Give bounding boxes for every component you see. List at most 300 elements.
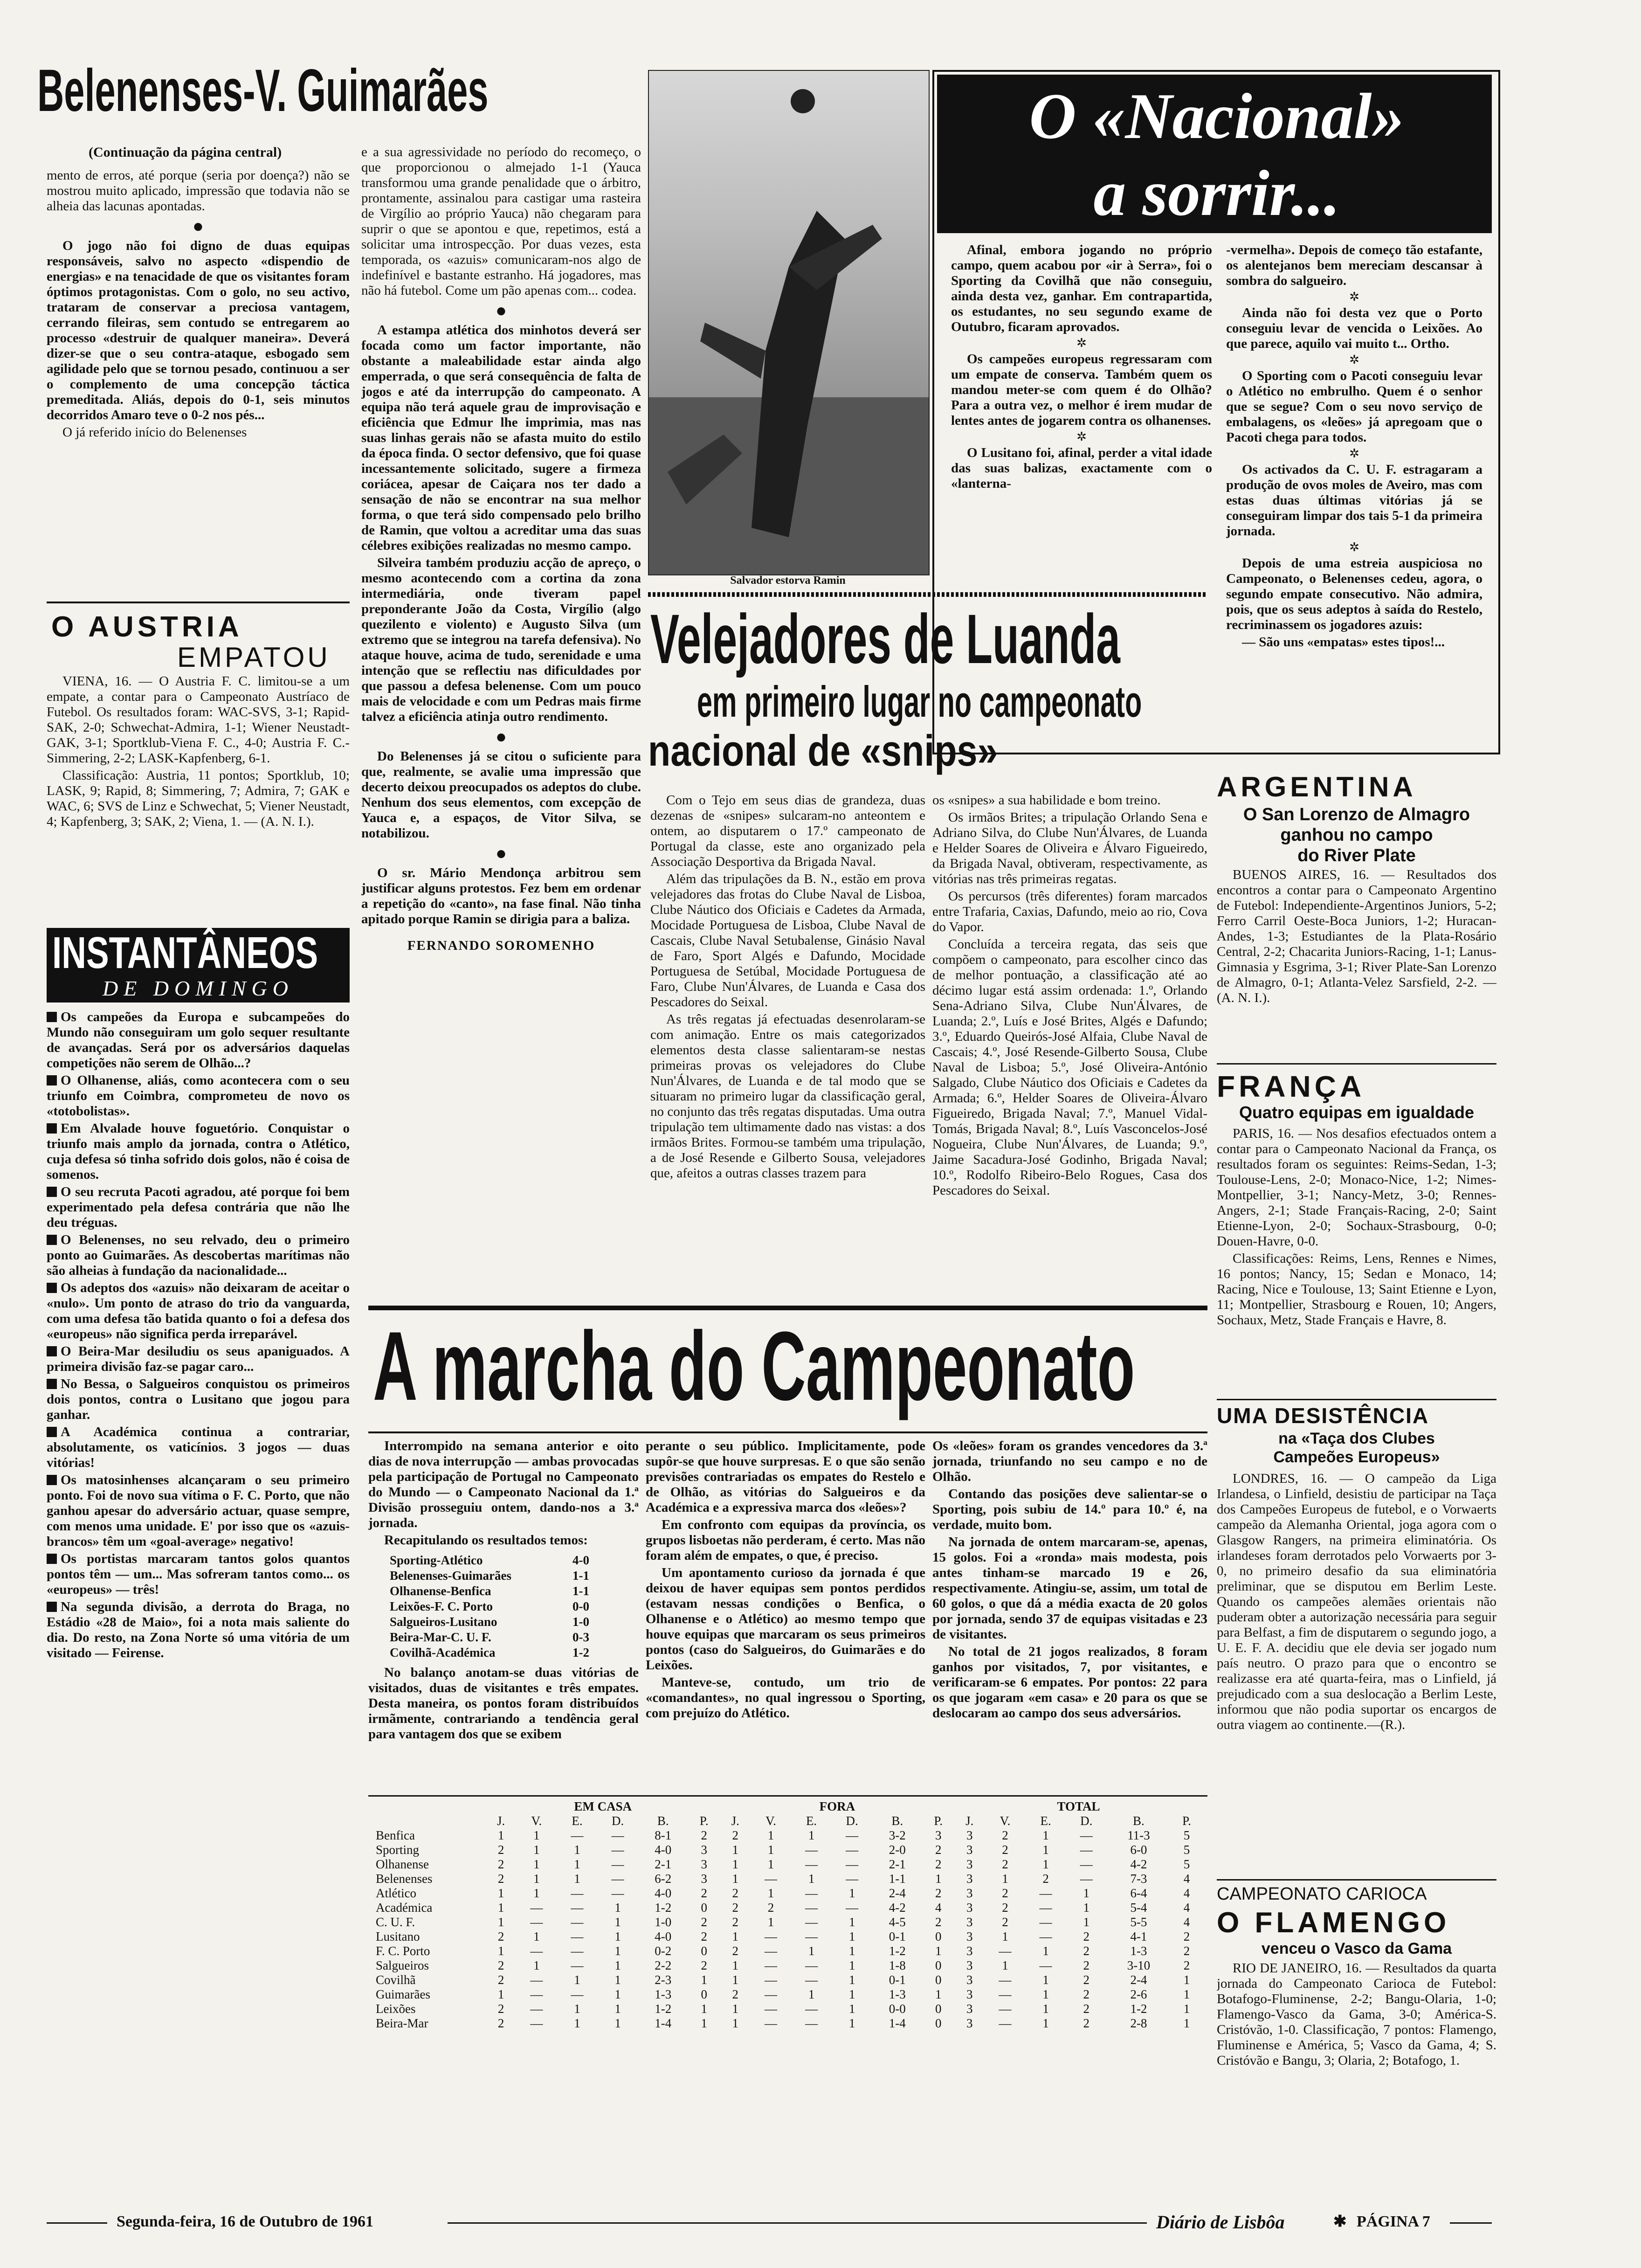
- standings-team: Guimarães: [376, 1987, 430, 2001]
- franca-title: FRANÇA: [1217, 1070, 1365, 1103]
- standings-cell: 1: [533, 1886, 540, 1900]
- standings-cell: 1: [808, 1944, 815, 1958]
- nacional-title-line-2: a sorrir...: [1093, 157, 1340, 229]
- standings-cell: 3: [966, 1987, 973, 2001]
- standings-cell: —: [999, 1973, 1012, 1987]
- carioca-label: CAMPEONATO CARIOCA: [1217, 1884, 1427, 1904]
- standings-column-header: P.: [1182, 1814, 1191, 1828]
- bullet-divider: ●: [192, 215, 204, 236]
- instantaneo-item: O Olhanense, aliás, como acontecera com o seu triunfo em Coimbra, comprometeu de novo os «totobolistas».: [47, 1073, 350, 1119]
- standings-cell: 2: [1083, 1973, 1089, 1987]
- franca-text: [1217, 1126, 1496, 1401]
- nacional-paragraph: -vermelha». Depois de começo tão estafante, os alentejanos bem mereciam descansar à sombra do salgueiro.: [1226, 242, 1482, 288]
- result-score: 0-0: [572, 1599, 589, 1613]
- standings-cell: 2: [497, 1857, 504, 1871]
- standings-cell: 1: [848, 1886, 855, 1900]
- standings-team: Belenenses: [376, 1872, 433, 1886]
- standings-cell: —: [846, 1828, 859, 1842]
- standings-cell: 1: [848, 1987, 855, 2001]
- result-row: [387, 1553, 592, 1568]
- result-score: 1-1: [572, 1584, 589, 1598]
- belenenses-column-2: [361, 145, 641, 1338]
- standings-cell: —: [611, 1857, 624, 1871]
- standings-cell: 2: [1083, 2002, 1089, 2016]
- standings-team: Lusitano: [376, 1929, 420, 1943]
- standings-cell: —: [846, 1901, 859, 1915]
- standings-cell: 2-3: [655, 1973, 672, 1987]
- standings-cell: —: [571, 1886, 584, 1900]
- standings-cell: 2-8: [1130, 2016, 1147, 2030]
- standings-cell: 1: [1083, 1901, 1089, 1915]
- standings-column-header: E.: [572, 1814, 583, 1828]
- belenenses-paragraph: O já referido início do Belenenses: [62, 425, 247, 440]
- standings-cell: 4: [1183, 1901, 1190, 1915]
- standings-cell: 1: [848, 2002, 855, 2016]
- results-table: [387, 1553, 592, 1660]
- standings-team: Leixões: [376, 2002, 416, 2016]
- standings-cell: —: [764, 1987, 777, 2001]
- standings-cell: 0: [935, 2002, 942, 2016]
- standings-cell: 1: [1042, 1828, 1049, 1842]
- austria-text: [47, 674, 350, 968]
- square-bullet-icon: [47, 1602, 57, 1612]
- standings-column-header: V.: [531, 1814, 542, 1828]
- standings-cell: —: [999, 1944, 1012, 1958]
- standings-cell: 2: [701, 1915, 707, 1929]
- standings-header-row: [373, 1814, 1203, 1828]
- standings-cell: 3: [966, 1872, 973, 1886]
- footer-page: PÁGINA 7: [1357, 2213, 1430, 2230]
- marcha-paragraph: Contando das posições deve salientar-se o Sporting, pois subiu de 14.º para 10.º é, na verdade, muito bom.: [932, 1487, 1207, 1532]
- standings-row: [373, 1843, 1203, 1857]
- standings-cell: 5-4: [1130, 1901, 1147, 1915]
- velejadores-paragraph: Os irmãos Brites; a tripulação Orlando Sena e Adriano Silva, do Clube Nun'Álvares, de Luanda e Helder Soares de Oliveira e Álvaro Figueiredo, da Brigada Naval, obtiveram, respectivamente, as vitórias nas três primeiras regatas.: [932, 810, 1207, 886]
- result-match: Salgueiros-Lusitano: [390, 1615, 497, 1629]
- standings-cell: 2: [497, 1843, 504, 1857]
- standings-cell: 1: [1183, 2016, 1190, 2030]
- square-bullet-icon: [47, 1475, 57, 1485]
- marcha-column-1: [368, 1438, 639, 1788]
- standings-cell: 1-3: [889, 1987, 906, 2001]
- standings-cell: 3: [966, 1901, 973, 1915]
- standings-cell: 1: [1042, 1843, 1049, 1857]
- austria-subtitle: EMPATOU: [177, 642, 331, 673]
- standings-cell: 1: [848, 1958, 855, 1972]
- standings-cell: 2: [497, 2002, 504, 2016]
- standings-cell: 1: [1183, 1987, 1190, 2001]
- standings-cell: 1: [935, 1944, 942, 1958]
- velejadores-headline: Velejadores de Luanda: [650, 600, 1120, 678]
- standings-cell: 3: [701, 1843, 707, 1857]
- standings-cell: 2: [497, 1958, 504, 1972]
- standings-cell: 1: [935, 1872, 942, 1886]
- section-rule: [1217, 1063, 1496, 1065]
- carioca-text: [1217, 1961, 1496, 2180]
- standings-cell: 2: [732, 1828, 738, 1842]
- standings-cell: 1: [497, 1828, 504, 1842]
- velejadores-paragraph: As três regatas já efectuadas desenrolaram-se com animação. Entre os mais categorizados elementos desta classe salientaram-se nestas primeiras provas os velejadores do Clube Nun'Álvares, de Luanda e de tal modo que se situaram no primeiro lugar da classificação geral, no conjunto das três regatas disputadas. Uma outra tripulação tem ultimamente dado nas vistas: a dos irmãos Brites. Formou-se também uma tripulação, a de José Resende e Gilberto Sousa, velejadores que, afeitos a outras classes trazem para: [650, 1012, 925, 1181]
- standings-cell: 4-0: [655, 1929, 672, 1943]
- standings-cell: —: [764, 1973, 777, 1987]
- standings-cell: 1-4: [655, 2016, 672, 2030]
- franca-subheading: Quatro equipas em igualdade: [1239, 1103, 1475, 1122]
- footer-date: Segunda-feira, 16 de Outubro de 1961: [117, 2213, 373, 2230]
- standings-team: Covilhã: [376, 1973, 416, 1987]
- belenenses-headline: Belenenses-V. Guimarães: [37, 57, 489, 124]
- standings-cell: —: [805, 1929, 818, 1943]
- standings-cell: —: [1080, 1857, 1093, 1871]
- standings-cell: 1: [574, 1857, 580, 1871]
- desistencia-sub-1: na «Taça dos Clubes: [1278, 1430, 1435, 1447]
- photo-illustration: [649, 71, 929, 574]
- standings-cell: 3: [966, 1929, 973, 1943]
- standings-column-header: D.: [611, 1814, 624, 1828]
- standings-cell: 2: [1083, 2016, 1089, 2030]
- nacional-paragraph: Os activados da C. U. F. estragaram a produção de ovos moles de Aveiro, mas com estas duas últimas vitórias já se conseguiram limpar dos tais 5-1 da primeira jornada.: [1226, 462, 1482, 539]
- result-score: 1-2: [572, 1646, 589, 1660]
- argentina-subheading: [1217, 804, 1496, 866]
- standings-cell: 1: [732, 1929, 738, 1943]
- standings-cell: 2: [1083, 1958, 1089, 1972]
- belenenses-column-1: [47, 168, 350, 620]
- standings-cell: 2: [1002, 1843, 1008, 1857]
- square-bullet-icon: [47, 1187, 57, 1197]
- standings-cell: 1: [808, 1828, 815, 1842]
- belenenses-paragraph: mento de erros, até porque (seria por doença?) não se mostrou muito aplicado, impressão que todavia não se alheia das lacunas apontadas.: [47, 168, 350, 214]
- standings-row: [373, 2016, 1203, 2031]
- footer-paper: Diário de Lisbôa: [1156, 2212, 1285, 2233]
- velejadores-paragraph: Com o Tejo em seus dias de grandeza, duas dezenas de «snipes» sulcaram-no anteontem e ontem, ao disputarem o 17.º campeonato de Portugal da classe, este ano organizado pela Associação Desportiva da Brigada Naval.: [650, 793, 925, 869]
- standings-cell: —: [530, 2016, 543, 2030]
- standings-cell: —: [530, 2002, 543, 2016]
- standings-table-wrapper: [368, 1795, 1207, 2179]
- standings-cell: 1: [614, 1958, 621, 1972]
- standings-cell: —: [764, 1944, 777, 1958]
- standings-cell: 1: [732, 1872, 738, 1886]
- standings-cell: 2: [935, 1843, 942, 1857]
- standings-cell: 1-1: [889, 1872, 906, 1886]
- standings-cell: 3: [935, 1828, 942, 1842]
- carioca-title: O FLAMENGO: [1217, 1907, 1450, 1939]
- belenenses-paragraph: Silveira também produziu acção de apreço, o mesmo acontecendo com a cortina da zona intermediária, onde tiveram papel preponderante João da Costa, Virgílio (algo quezilento e violento) e Augusto Silva (um extremo que se integrou na tarefa defensiva). No ataque houve, acima de tudo, serenidade e uma intenção que se reflectiu nas dificuldades por que passou a defesa belenense. Com um pouco mais de velocidade e com um Pedras mais firme talvez a eficiência atinja outro rendimento.: [361, 555, 641, 724]
- standings-cell: —: [1039, 1915, 1052, 1929]
- standings-cell: 6-2: [655, 1872, 672, 1886]
- standings-corner: [373, 1799, 486, 1814]
- standings-row: [373, 1973, 1203, 1987]
- standings-column-header: J.: [497, 1814, 505, 1828]
- nacional-paragraph: O Lusitano foi, afinal, perder a vital idade das suas balizas, exactamente com o «lanterna-: [951, 445, 1212, 491]
- standings-cell: 1: [1183, 1973, 1190, 1987]
- marcha-paragraph: Na jornada de ontem marcaram-se, apenas, 15 golos. Foi a «ronda» mais modesta, pois antes tinham-se marcado 19 e 26, respectivamente. Atingiu-se, assim, um total de 60 golos, o que dá a média exacta de 20 golos por jornada, sendo 37 de equipas visitadas e 23 de visitantes.: [932, 1535, 1207, 1642]
- instantaneo-item: Os matosinhenses alcançaram o seu primeiro ponto. Foi de novo sua vítima o F. C. Porto, que não ganhou apesar do adversário actuar, quase sempre, com menos uma unidade. E' por isso que os «azuis-brancos» têm um «goal-average» negativo!: [47, 1473, 350, 1549]
- standings-cell: 1: [497, 1944, 504, 1958]
- standings-column-header: B.: [891, 1814, 903, 1828]
- desistencia-text: [1217, 1471, 1496, 1881]
- standings-cell: 3: [966, 2016, 973, 2030]
- result-score: 0-3: [572, 1630, 589, 1644]
- standings-group-header: EM CASA: [574, 1799, 632, 1813]
- standings-cell: —: [805, 2016, 818, 2030]
- standings-cell: 0: [701, 1944, 707, 1958]
- standings-team: Benfica: [376, 1828, 415, 1842]
- standings-cell: 4-2: [1130, 1857, 1147, 1871]
- standings-cell: 1: [848, 1973, 855, 1987]
- standings-cell: —: [764, 2002, 777, 2016]
- standings-row: [373, 1915, 1203, 1929]
- result-row: [387, 1599, 592, 1614]
- result-row: [387, 1568, 592, 1583]
- standings-column-header: J.: [731, 1814, 739, 1828]
- standings-cell: 1: [1002, 1929, 1008, 1943]
- standings-cell: —: [571, 1929, 584, 1943]
- standings-cell: —: [999, 1987, 1012, 2001]
- standings-cell: —: [530, 1987, 543, 2001]
- carioca-subheading: venceu o Vasco da Gama: [1261, 1940, 1452, 1957]
- standings-cell: —: [1039, 1929, 1052, 1943]
- nacional-paragraph: Os campeões europeus regressaram com um empate de conserva. Também quem os mandou meter-se com quem é do Olhão? Para a outra vez, o melhor é irem mudar de lentes antes de jogarem contra os olhanenses.: [951, 352, 1212, 428]
- standings-group-header: TOTAL: [1057, 1799, 1100, 1813]
- standings-cell: 2: [935, 1915, 942, 1929]
- section-rule: [1217, 1399, 1496, 1400]
- instantaneo-item: Na segunda divisão, a derrota do Braga, no Estádio «28 de Maio», foi a nota mais saliente do dia. Do resto, na Zona Norte só uma vitória de um visitado — Feirense.: [47, 1599, 350, 1660]
- nacional-paragraph: Afinal, embora jogando no próprio campo, quem acabou por «ir à Serra», foi o Sporting da Covilhã que não conseguiu, ainda desta vez, ganhar. Em contrapartida, os estudantes, no seu segundo exame de Outubro, ficaram aprovados.: [951, 242, 1212, 334]
- standings-cell: 1-2: [889, 1944, 906, 1958]
- standings-cell: 1: [808, 1987, 815, 2001]
- standings-cell: 4: [935, 1901, 942, 1915]
- standings-cell: 2: [1002, 1915, 1008, 1929]
- velejadores-paragraph: os «snipes» a sua habilidade e bom treino.: [932, 793, 1161, 808]
- star-divider: ✲: [1076, 336, 1087, 350]
- result-row: [387, 1583, 592, 1599]
- standings-cell: 1-4: [889, 2016, 906, 2030]
- velejadores-column-2: [932, 793, 1207, 1306]
- result-match: Leixões-F. C. Porto: [390, 1599, 493, 1613]
- star-divider: ✲: [1349, 353, 1359, 366]
- result-match: Beira-Mar-C. U. F.: [390, 1630, 491, 1644]
- standings-cell: 1-8: [889, 1958, 906, 1972]
- standings-cell: 2: [732, 1886, 738, 1900]
- footer-rule-mid: [448, 2222, 1147, 2224]
- standings-cell: 1: [767, 1857, 774, 1871]
- standings-cell: —: [1039, 1901, 1052, 1915]
- standings-column-header: E.: [1040, 1814, 1051, 1828]
- instantaneo-item: O Belenenses, no seu relvado, deu o primeiro ponto ao Guimarães. As descobertas marítimas não são alheias à fundação da nacionalidade...: [47, 1232, 350, 1278]
- standings-row: [373, 1857, 1203, 1872]
- standings-cell: 8-1: [655, 1828, 672, 1842]
- standings-cell: —: [1039, 1886, 1052, 1900]
- standings-cell: 1-0: [655, 1915, 672, 1929]
- standings-cell: 1: [497, 1915, 504, 1929]
- argentina-text: [1217, 867, 1496, 1063]
- footer-star-icon: ✱: [1333, 2213, 1347, 2230]
- standings-cell: —: [611, 1843, 624, 1857]
- standings-cell: 2: [701, 1828, 707, 1842]
- standings-cell: 1: [533, 1828, 540, 1842]
- standings-cell: —: [1080, 1872, 1093, 1886]
- bullet-divider: ●: [495, 726, 507, 747]
- standings-cell: 3: [966, 1915, 973, 1929]
- standings-cell: 5: [1183, 1843, 1190, 1857]
- bullet-divider: ●: [495, 843, 507, 864]
- standings-cell: —: [846, 1843, 859, 1857]
- standings-cell: 3-10: [1127, 1958, 1151, 1972]
- standings-cell: 2: [732, 1915, 738, 1929]
- star-divider: ✲: [1349, 540, 1359, 554]
- standings-cell: 1: [767, 1843, 774, 1857]
- standings-cell: 1: [614, 1944, 621, 1958]
- standings-cell: 1: [1183, 2002, 1190, 2016]
- result-match: Belenenses-Guimarães: [390, 1569, 511, 1583]
- standings-cell: —: [571, 1915, 584, 1929]
- velejadores-column-1: [650, 793, 925, 1306]
- standings-team: Sporting: [376, 1843, 420, 1857]
- standings-cell: 1-2: [655, 2002, 672, 2016]
- standings-cell: 2-6: [1130, 1987, 1147, 2001]
- standings-cell: 2: [1002, 1886, 1008, 1900]
- standings-cell: 1: [1042, 1973, 1049, 1987]
- standings-cell: 1: [497, 1901, 504, 1915]
- standings-cell: —: [846, 1857, 859, 1871]
- standings-cell: 1: [732, 1843, 738, 1857]
- standings-cell: 1: [1042, 2002, 1049, 2016]
- standings-cell: 1: [767, 1886, 774, 1900]
- square-bullet-icon: [47, 1283, 57, 1293]
- standings-team: Beira-Mar: [376, 2016, 428, 2030]
- standings-cell: 7-3: [1130, 1872, 1147, 1886]
- standings-cell: —: [1080, 1843, 1093, 1857]
- standings-cell: 1: [574, 1872, 580, 1886]
- standings-cell: —: [611, 1828, 624, 1842]
- velejadores-paragraph: Além das tripulações da B. N., estão em prova velejadores das frotas do Clube Naval de Lisboa, Clube Náutico dos Oficiais e Cadetes da Armada, Mocidade Portuguesa de Lisboa, Clube Naval de Cascais, Clube Naval Setubalense, Ginásio Naval de Faro, Sport Algés e Dafundo, Mocidade Portuguesa de Setúbal, Mocidade Portuguesa de Faro, Clube Nun'Álvares, de Luanda e Casa dos Pescadores do Seixal.: [650, 871, 925, 1010]
- standings-cell: 0: [935, 2016, 942, 2030]
- velejadores-subtitle-1: em primeiro lugar no campeonato: [697, 677, 1142, 726]
- square-bullet-icon: [47, 1379, 57, 1389]
- standings-cell: 2: [732, 1901, 738, 1915]
- standings-cell: 1: [497, 1886, 504, 1900]
- standings-cell: 1: [574, 1973, 580, 1987]
- standings-cell: 2-4: [889, 1886, 906, 1900]
- standings-cell: —: [530, 1973, 543, 1987]
- standings-cell: 2: [1083, 1944, 1089, 1958]
- standings-cell: —: [571, 1987, 584, 2001]
- standings-cell: 1: [732, 1958, 738, 1972]
- star-divider: ✲: [1349, 447, 1359, 460]
- result-row: [387, 1630, 592, 1645]
- standings-cell: 3: [966, 1973, 973, 1987]
- standings-cell: 1: [614, 1973, 621, 1987]
- standings-cell: 1: [1083, 1886, 1089, 1900]
- standings-cell: 1: [701, 2016, 707, 2030]
- instantaneos-list: [47, 1010, 350, 2194]
- result-row: [387, 1614, 592, 1630]
- section-rule: [1217, 1879, 1496, 1881]
- standings-cell: 2: [1042, 1872, 1049, 1886]
- standings-cell: 2: [935, 1857, 942, 1871]
- standings-cell: 3: [966, 1958, 973, 1972]
- standings-cell: 3: [966, 1828, 973, 1842]
- standings-team: Atlético: [376, 1886, 416, 1900]
- standings-cell: 4-2: [889, 1901, 906, 1915]
- standings-cell: 2: [497, 1973, 504, 1987]
- standings-cell: 0: [701, 1901, 707, 1915]
- standings-cell: 2-2: [655, 1958, 672, 1972]
- standings-group-row: [373, 1799, 1203, 1814]
- instantaneo-item: O seu recruta Pacoti agradou, até porque foi bem experimentado pela defesa contrária que não lhe deu tréguas.: [47, 1184, 350, 1230]
- standings-row: [373, 1901, 1203, 1915]
- standings-cell: 3: [701, 1872, 707, 1886]
- standings-cell: —: [530, 1915, 543, 1929]
- nacional-paragraph: Ainda não foi desta vez que o Porto conseguiu levar de vencida o Leixões. Ao que parece, aquilo vai muito t... Ortho.: [1226, 305, 1482, 351]
- instantaneos-title: INSTANTÂNEOS: [52, 928, 318, 978]
- standings-team: Salgueiros: [376, 1958, 429, 1972]
- standings-team: Académica: [376, 1901, 433, 1915]
- instantaneo-item: A Académica continua a contrariar, absolutamente, os vaticínios. 3 jogos — duas vitórias!: [47, 1424, 350, 1470]
- square-bullet-icon: [47, 1123, 57, 1134]
- result-row: [387, 1645, 592, 1660]
- belenenses-paragraph: e a sua agressividade no período do recomeço, o que proporcionou o almejado 1-1 (Yauca transformou uma grande penalidade que o árbitro, prontamente, assinalou para castigar uma rasteira de Virgílio ao próprio Yauca) não chegaram para suprir o que se apontou e que, repetimos, está a solicitar uma introspecção. Por duas vezes, esta temporada, os «azuis» comunicaram-nos algo de indefinível e bastante estranho. Há jogadores, mas não há futebol. Come um pão apenas com... codea.: [361, 145, 641, 298]
- footer-rule-right: [1450, 2222, 1492, 2224]
- standings-cell: 1: [614, 2016, 621, 2030]
- standings-cell: 1: [732, 1857, 738, 1871]
- standings-cell: 1: [1002, 1872, 1008, 1886]
- continuation-note: (Continuação da página central): [89, 145, 282, 160]
- result-match: Sporting-Atlético: [390, 1553, 483, 1567]
- standings-cell: 2: [1002, 1901, 1008, 1915]
- photo-caption: Salvador estorva Ramin: [730, 574, 846, 587]
- standings-cell: —: [805, 1973, 818, 1987]
- standings-cell: 1: [533, 1843, 540, 1857]
- standings-cell: —: [999, 2002, 1012, 2016]
- standings-cell: 11-3: [1127, 1828, 1150, 1842]
- standings-cell: 1: [767, 1828, 774, 1842]
- standings-cell: 1: [533, 1958, 540, 1972]
- velejadores-subtitle-2: nacional de «snips»: [648, 726, 998, 775]
- desistencia-title: UMA DESISTÊNCIA: [1217, 1404, 1429, 1428]
- standings-cell: 5-5: [1130, 1915, 1147, 1929]
- square-bullet-icon: [47, 1075, 57, 1086]
- austria-paragraph: Classificação: Austria, 11 pontos; Sportklub, 10; LASK, 9; Rapid, 8; Simmering, 7; Admira, 7; GAK e WAC, 6; SVS de Linz e Schwechat, 5; Viener Neustadt, 4; Kapfenberg, 3; SAK, 2; Viena, 1. — (A. N. I.).: [47, 768, 350, 829]
- marcha-paragraph: Recapitulando os resultados temos:: [384, 1533, 588, 1548]
- star-divider: ✲: [1076, 430, 1087, 443]
- standings-cell: 6-4: [1130, 1886, 1147, 1900]
- square-bullet-icon: [47, 1012, 57, 1022]
- standings-cell: 1-2: [1130, 2002, 1147, 2016]
- standings-cell: 4: [1183, 1872, 1190, 1886]
- standings-cell: —: [764, 1958, 777, 1972]
- standings-cell: 1: [808, 1872, 815, 1886]
- standings-cell: 1: [848, 2016, 855, 2030]
- marcha-paragraph: Os «leões» foram os grandes vencedores da 3.ª jornada, triunfando no seu campo e no de Olhão.: [932, 1438, 1207, 1484]
- standings-cell: 1: [732, 1973, 738, 1987]
- argentina-sub-3: do River Plate: [1297, 846, 1416, 865]
- square-bullet-icon: [47, 1346, 57, 1356]
- standings-cell: —: [805, 2002, 818, 2016]
- marcha-paragraph: Em confronto com equipas da província, os grupos lisboetas não perderam, é certo. Mas não foram além de empates, o que, é preciso.: [646, 1517, 925, 1563]
- standings-column-header: B.: [1133, 1814, 1145, 1828]
- standings-cell: 2-4: [1130, 1973, 1147, 1987]
- standings-cell: 6-0: [1130, 1843, 1147, 1857]
- standings-cell: 3: [966, 1843, 973, 1857]
- standings-cell: 2: [1002, 1857, 1008, 1871]
- standings-cell: 1-3: [1130, 1944, 1147, 1958]
- standings-cell: 0: [701, 1987, 707, 2001]
- standings-cell: 1: [1042, 2016, 1049, 2030]
- standings-cell: 2: [497, 1929, 504, 1943]
- result-match: Covilhã-Académica: [390, 1646, 496, 1660]
- standings-cell: 1: [848, 1929, 855, 1943]
- standings-cell: 1: [533, 1872, 540, 1886]
- nacional-paragraph: Depois de uma estreia auspiciosa no Campeonato, o Belenenses cedeu, agora, o segundo empate consecutivo. Não admira, pois, que os seus adeptos à saída do Restelo, recriminassem os jogadores azuis:: [1226, 556, 1482, 632]
